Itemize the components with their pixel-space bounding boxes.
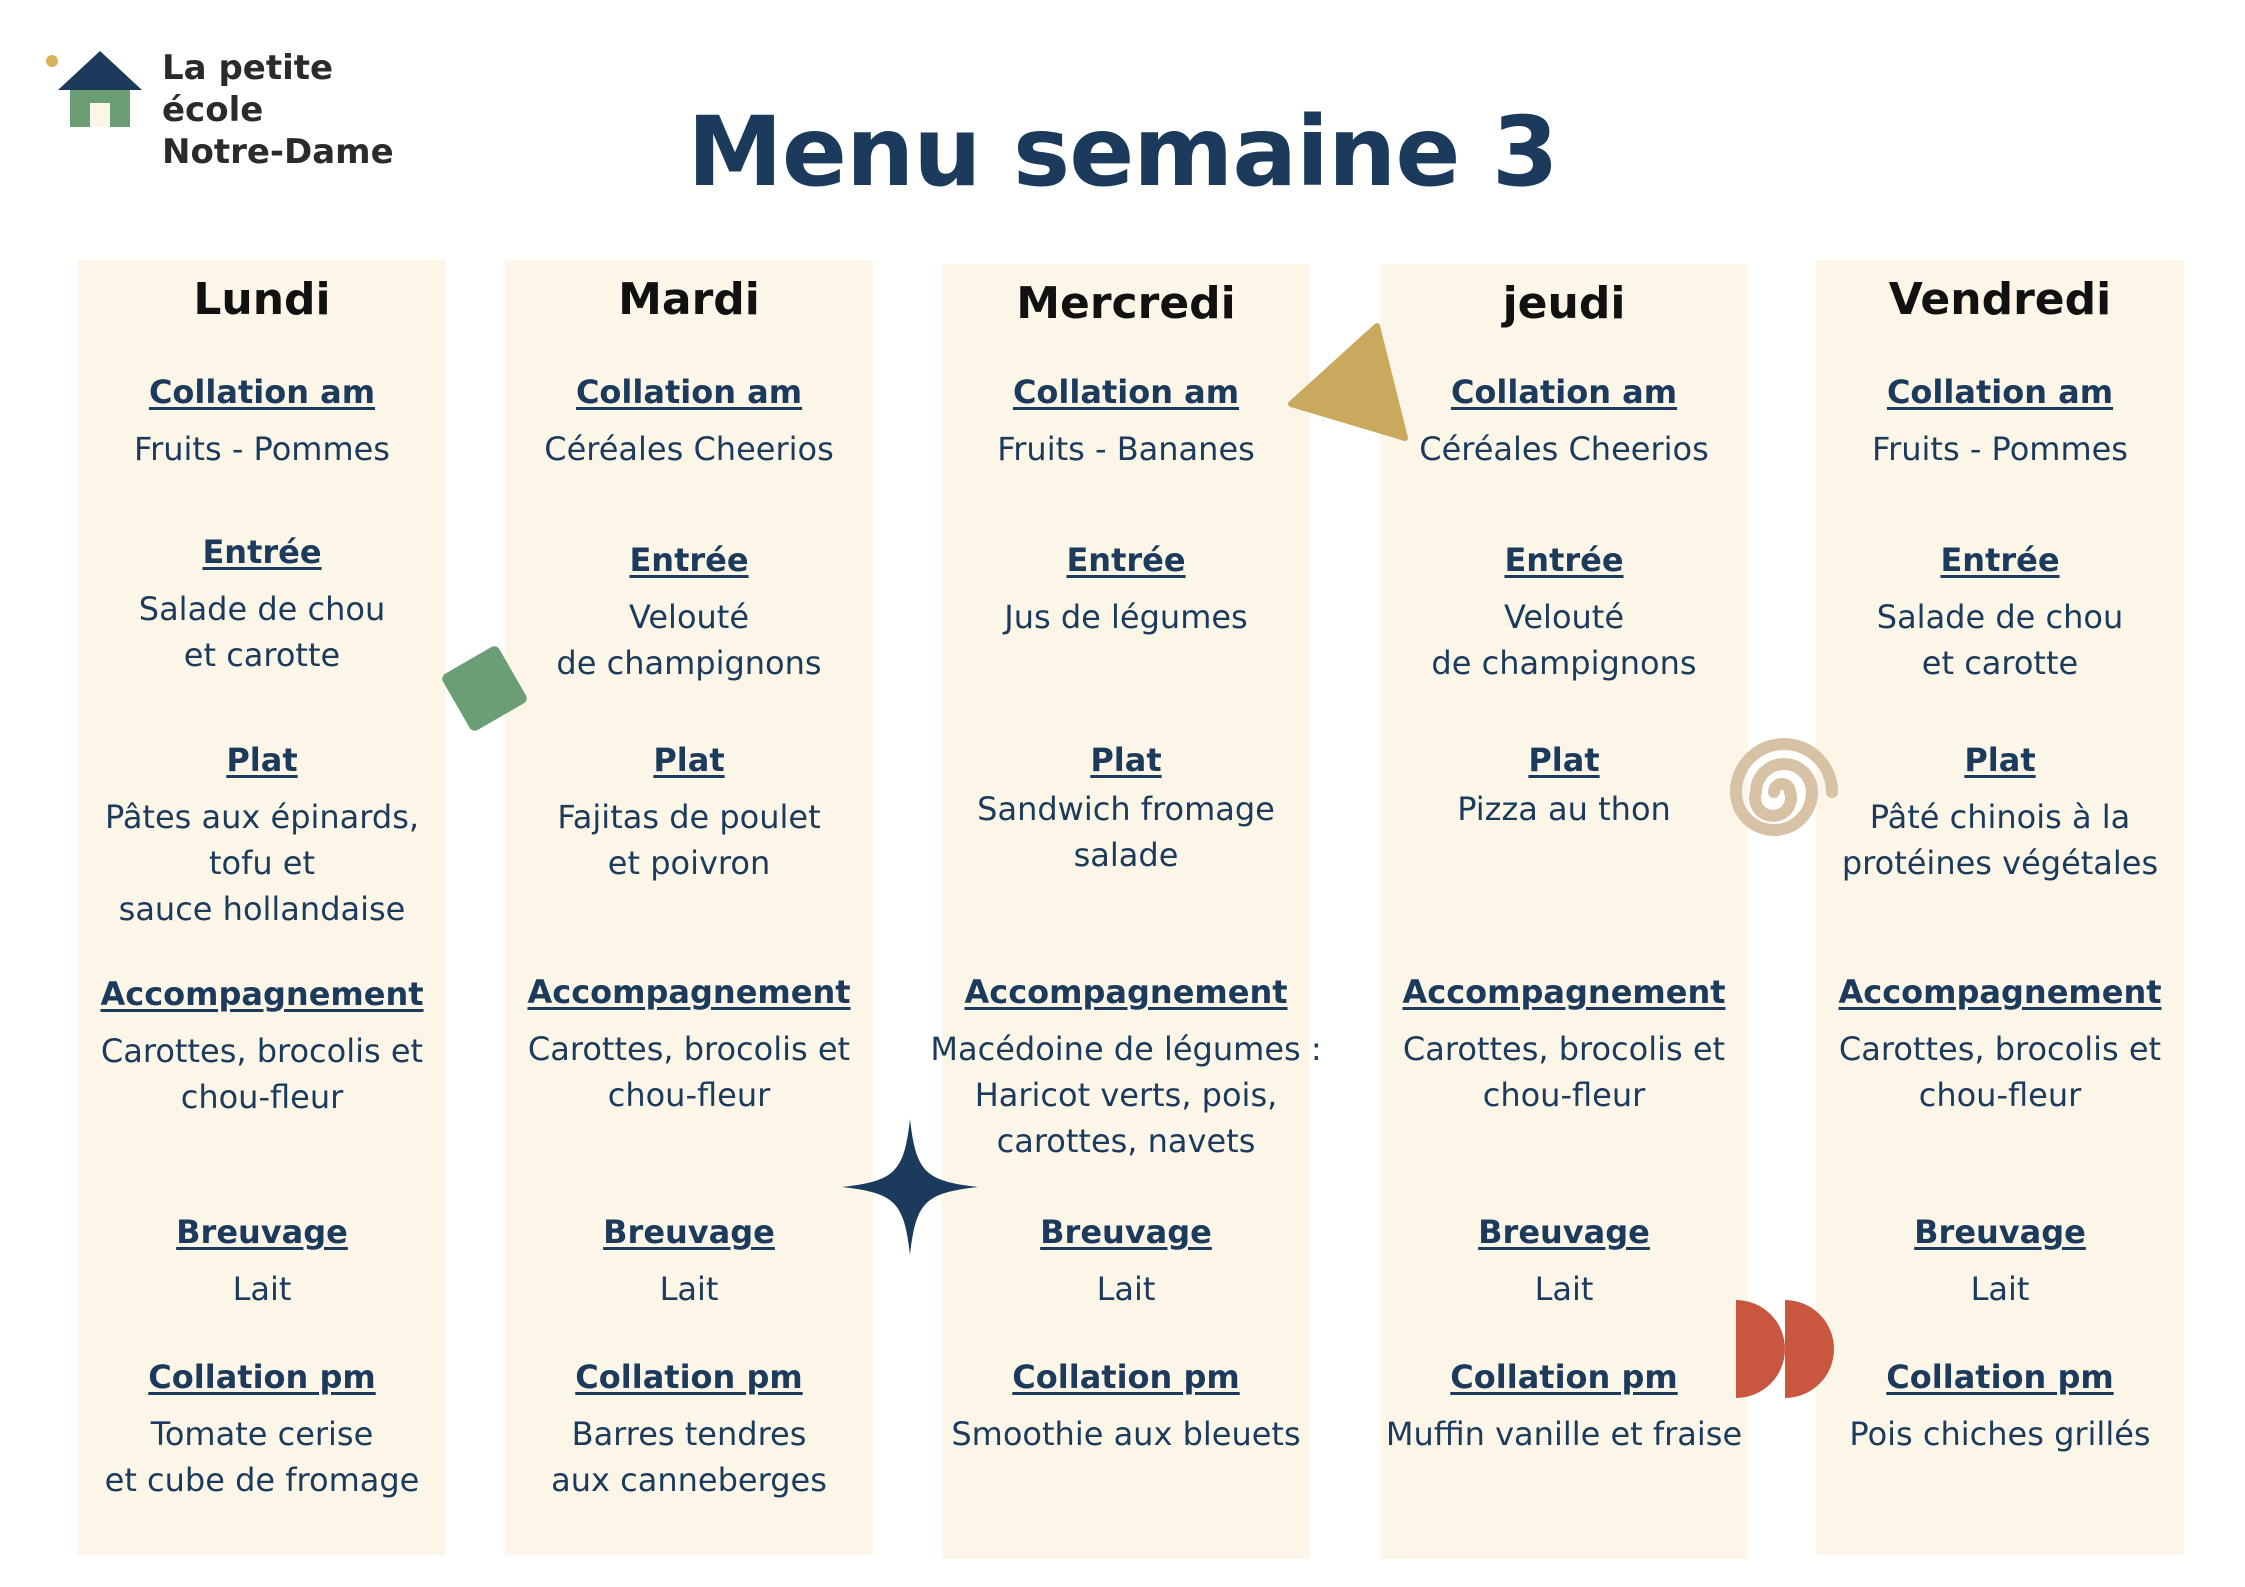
section-breuvage xyxy=(485,1210,893,1312)
section-text: Céréales Cheerios xyxy=(1419,430,1709,468)
section-collation-am xyxy=(58,370,466,472)
section-label: Accompagnement xyxy=(100,975,424,1013)
section-text: Fruits - Bananes xyxy=(997,430,1255,468)
section-text: Lait xyxy=(1534,1270,1594,1308)
section-breuvage xyxy=(922,1210,1330,1312)
section-text: Lait xyxy=(232,1270,292,1308)
day-name: Lundi xyxy=(193,274,331,325)
section-text: Macédoine de légumes : Haricot verts, pois, carottes, navets xyxy=(930,1030,1322,1160)
page-title: Menu semaine 3 xyxy=(687,96,1558,208)
section-entree xyxy=(1796,538,2204,686)
section-text: Fajitas de poulet et poivron xyxy=(557,798,821,882)
section-label: Collation am xyxy=(1886,373,2114,411)
section-collation-am xyxy=(1796,370,2204,472)
section-text: Salade de chou et carotte xyxy=(138,590,386,674)
star-shape xyxy=(840,1117,980,1257)
section-collation-pm xyxy=(1796,1355,2204,1457)
logo-line-2: Notre-Dame xyxy=(162,132,394,172)
section-text: Pâté chinois à la protéines végétales xyxy=(1841,798,2159,882)
day-column-lundi xyxy=(78,260,446,1555)
section-entree xyxy=(485,538,893,686)
section-text: Sandwich fromage salade xyxy=(977,790,1275,874)
section-collation-pm xyxy=(58,1355,466,1503)
section-label: Collation pm xyxy=(1012,1358,1240,1396)
section-accompagnement xyxy=(58,972,466,1120)
day-column-vendredi xyxy=(1816,260,2184,1555)
section-label: Plat xyxy=(1090,741,1162,779)
section-text: Fruits - Pommes xyxy=(1872,430,2128,468)
half-circles-shape xyxy=(1730,1298,1840,1400)
section-label: Collation am xyxy=(575,373,803,411)
section-label: Breuvage xyxy=(1040,1213,1212,1251)
section-breuvage xyxy=(1796,1210,2204,1312)
section-label: Entrée xyxy=(202,533,322,571)
day-name: Vendredi xyxy=(1888,274,2112,325)
section-label: Collation am xyxy=(148,373,376,411)
section-collation-am xyxy=(922,370,1330,472)
section-breuvage xyxy=(58,1210,466,1312)
section-accompagnement xyxy=(485,970,893,1118)
section-label: Accompagnement xyxy=(1838,973,2162,1011)
section-label: Plat xyxy=(1964,741,2036,779)
section-text: Smoothie aux bleuets xyxy=(951,1415,1301,1453)
section-label: Breuvage xyxy=(176,1213,348,1251)
spiral-shape xyxy=(1712,728,1852,858)
section-label: Entrée xyxy=(1504,541,1624,579)
logo-line-1: La petite école xyxy=(162,48,334,130)
section-label: Accompagnement xyxy=(964,973,1288,1011)
section-plat xyxy=(922,738,1330,878)
section-text: Barres tendres aux canneberges xyxy=(551,1415,827,1499)
section-text: Carottes, brocolis et chou-fleur xyxy=(100,1032,424,1116)
section-label: Plat xyxy=(653,741,725,779)
section-label: Breuvage xyxy=(1478,1213,1650,1251)
section-collation-pm xyxy=(922,1355,1330,1457)
section-collation-pm xyxy=(485,1355,893,1503)
section-label: Collation am xyxy=(1012,373,1240,411)
section-text: Pâtes aux épinards, tofu et sauce hollandaise xyxy=(104,798,420,928)
section-entree xyxy=(922,538,1330,640)
section-label: Plat xyxy=(1528,741,1600,779)
section-text: Carottes, brocolis et chou-fleur xyxy=(1838,1030,2162,1114)
section-text: Lait xyxy=(1970,1270,2030,1308)
day-name: jeudi xyxy=(1502,278,1626,329)
day-name: Mercredi xyxy=(1016,278,1236,329)
section-text: Salade de chou et carotte xyxy=(1876,598,2124,682)
section-text: Muffin vanille et fraise xyxy=(1385,1415,1743,1453)
section-text: Pizza au thon xyxy=(1457,790,1671,828)
section-text: Velouté de champignons xyxy=(1431,598,1697,682)
section-text: Pois chiches grillés xyxy=(1849,1415,2151,1453)
section-plat xyxy=(1360,738,1768,832)
day-name: Mardi xyxy=(618,274,760,325)
section-text: Velouté de champignons xyxy=(556,598,822,682)
section-entree xyxy=(58,530,466,678)
section-label: Plat xyxy=(226,741,298,779)
section-label: Breuvage xyxy=(1914,1213,2086,1251)
section-text: Carottes, brocolis et chou-fleur xyxy=(1402,1030,1726,1114)
section-plat xyxy=(485,738,893,886)
section-entree xyxy=(1360,538,1768,686)
section-text: Jus de légumes xyxy=(1004,598,1248,636)
section-label: Collation pm xyxy=(575,1358,803,1396)
section-text: Fruits - Pommes xyxy=(134,430,390,468)
section-label: Accompagnement xyxy=(527,973,851,1011)
section-text: Tomate cerise et cube de fromage xyxy=(104,1415,420,1499)
section-label: Entrée xyxy=(629,541,749,579)
section-accompagnement xyxy=(1796,970,2204,1118)
day-column-jeudi xyxy=(1380,264,1748,1559)
section-accompagnement xyxy=(1360,970,1768,1118)
section-plat xyxy=(1796,738,2204,886)
day-column-mardi xyxy=(505,260,873,1555)
section-label: Accompagnement xyxy=(1402,973,1726,1011)
section-collation-pm xyxy=(1360,1355,1768,1457)
section-text: Céréales Cheerios xyxy=(544,430,834,468)
diamond-shape xyxy=(432,636,537,741)
section-label: Entrée xyxy=(1066,541,1186,579)
section-label: Breuvage xyxy=(603,1213,775,1251)
section-collation-am xyxy=(485,370,893,472)
section-label: Collation am xyxy=(1450,373,1678,411)
section-label: Collation pm xyxy=(148,1358,376,1396)
section-label: Entrée xyxy=(1940,541,2060,579)
section-plat xyxy=(58,738,466,932)
section-text: Lait xyxy=(1096,1270,1156,1308)
section-label: Collation pm xyxy=(1886,1358,2114,1396)
day-column-mercredi xyxy=(930,264,1322,1559)
section-breuvage xyxy=(1360,1210,1768,1312)
section-text: Carottes, brocolis et chou-fleur xyxy=(527,1030,851,1114)
section-accompagnement xyxy=(922,970,1330,1164)
section-label: Collation pm xyxy=(1450,1358,1678,1396)
section-text: Lait xyxy=(659,1270,719,1308)
triangle-shape xyxy=(1285,320,1415,445)
section-collation-am xyxy=(1360,370,1768,472)
